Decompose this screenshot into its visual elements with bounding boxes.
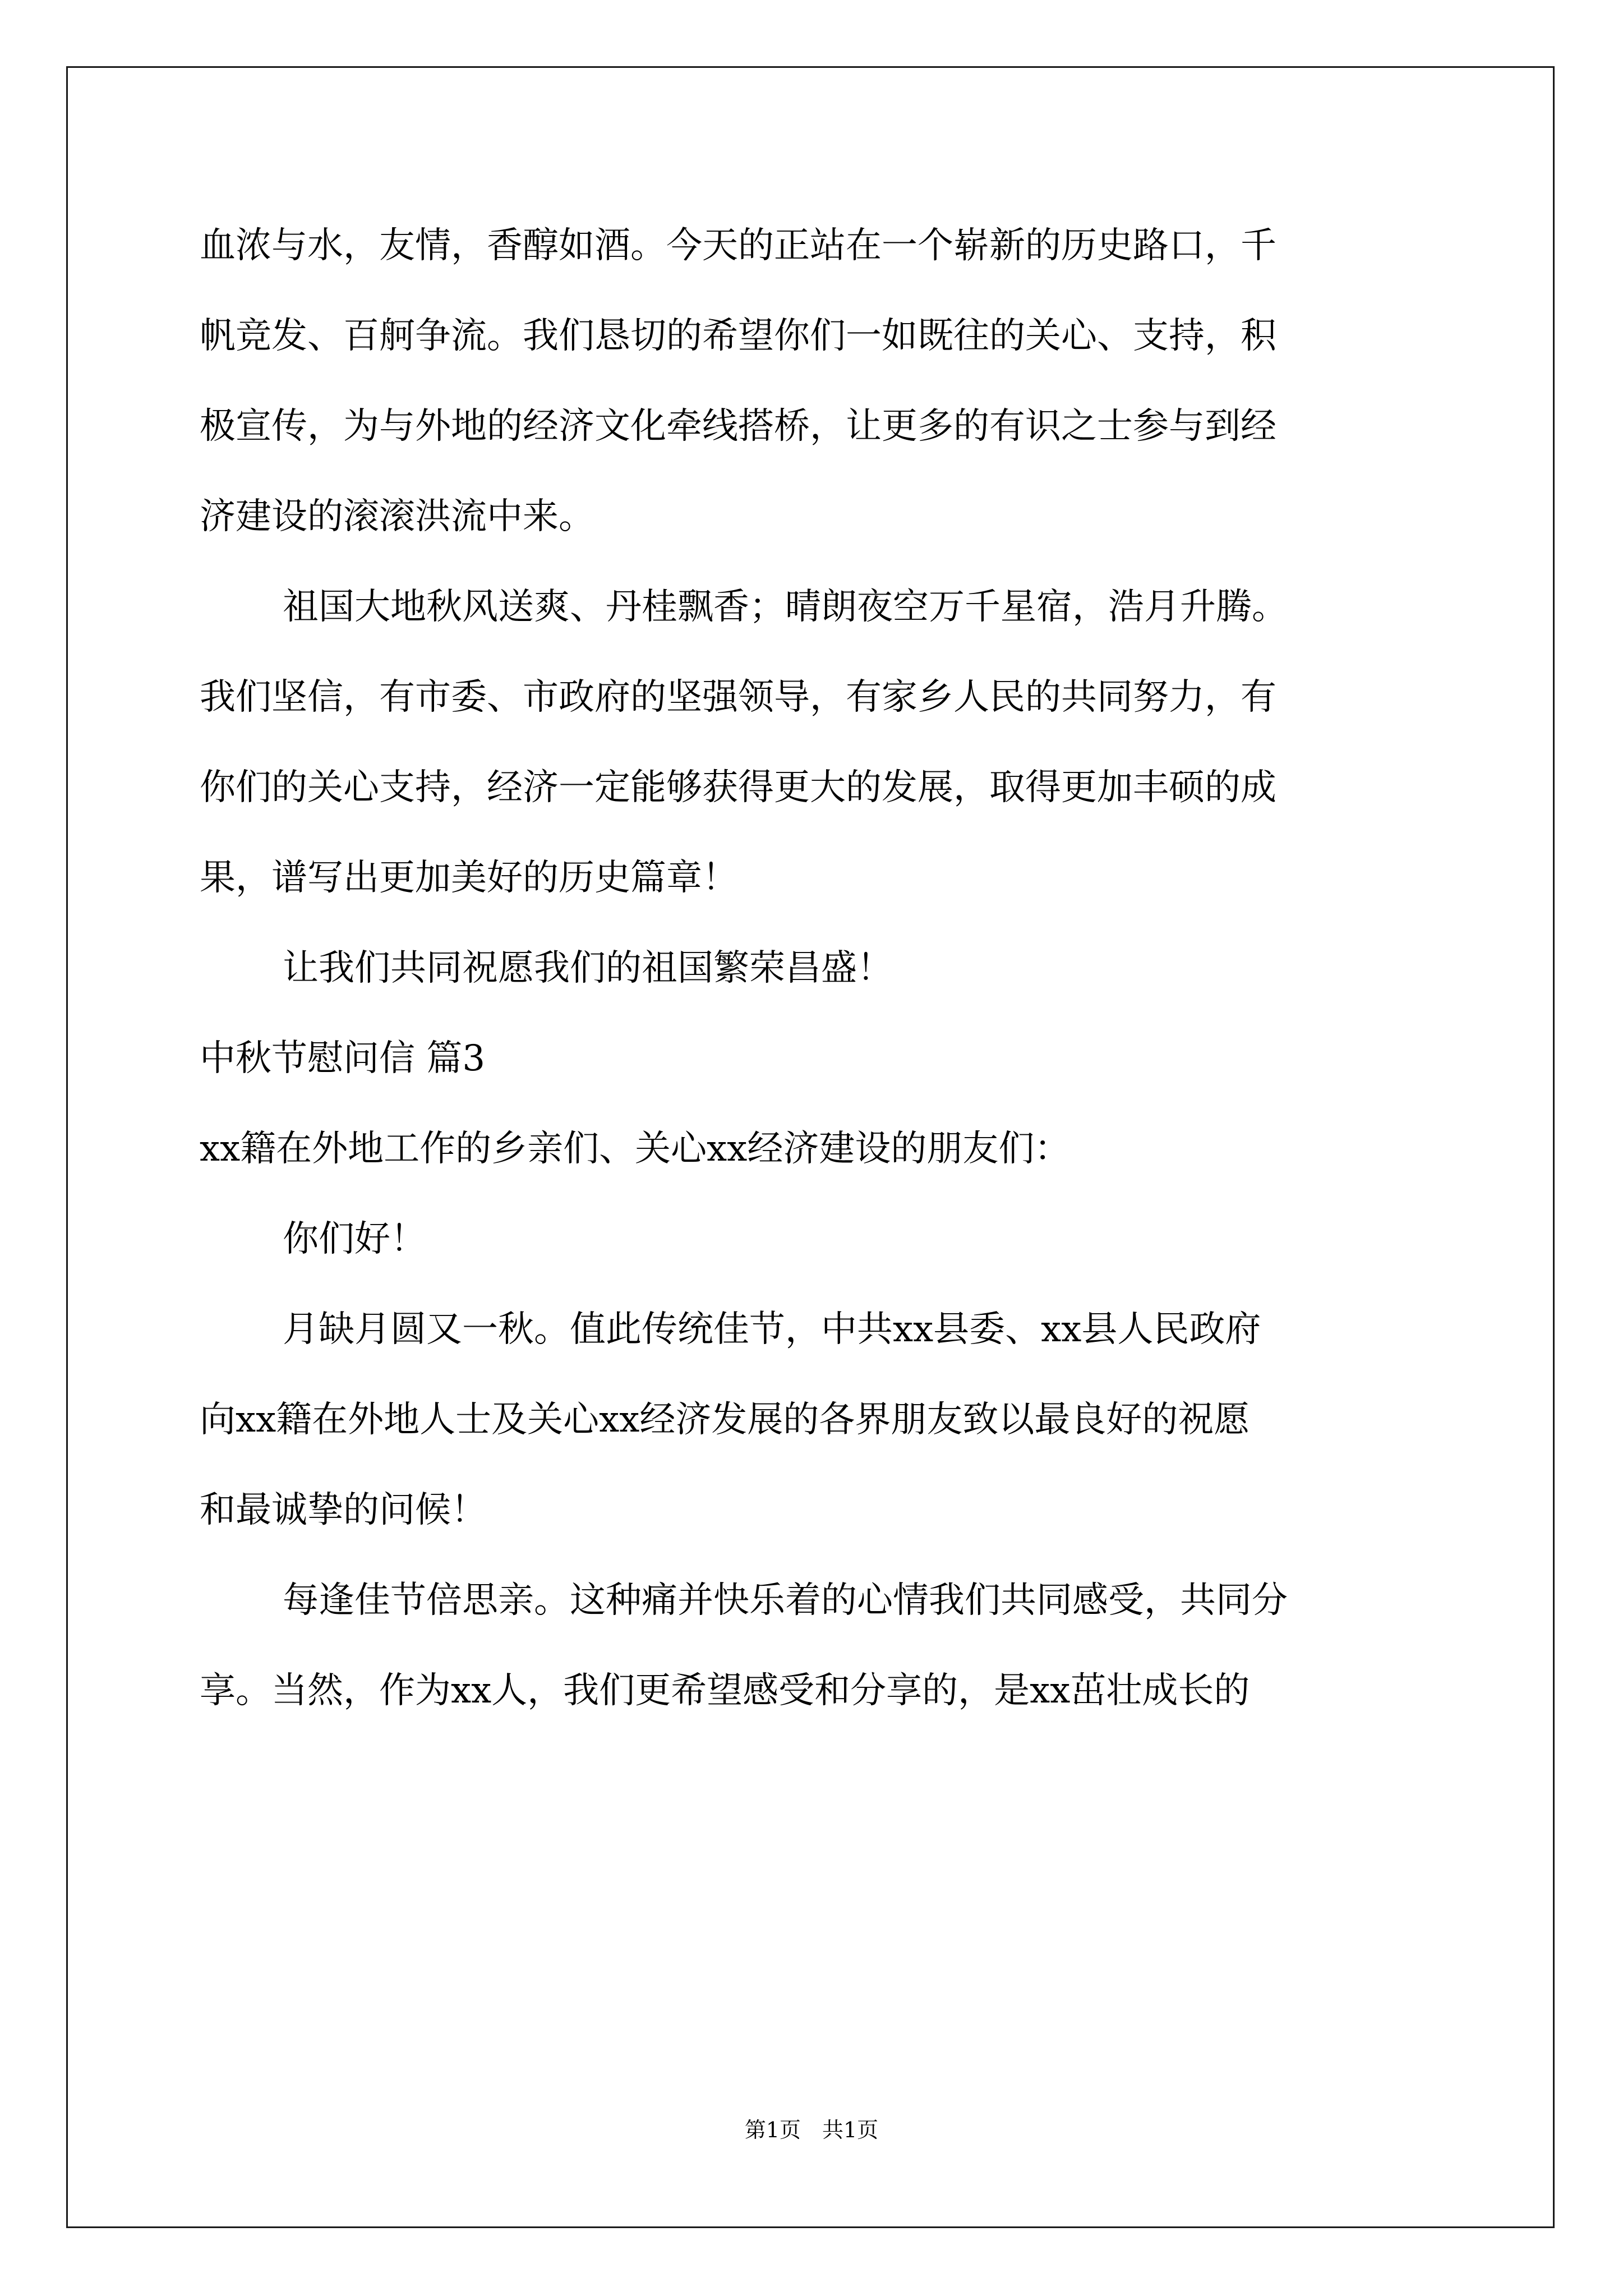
- text-line: 享。当然，作为xx人，我们更希望感受和分享的，是xx茁壮成长的: [200, 1670, 1250, 1711]
- text-line: 让我们共同祝愿我们的祖国繁荣昌盛！: [283, 947, 893, 989]
- text-line: 和最诚挚的问候！: [200, 1489, 487, 1531]
- text-line: 向xx籍在外地人士及关心xx经济发展的各界朋友致以最良好的祝愿: [200, 1399, 1250, 1441]
- text-line: 济建设的滚滚洪流中来。: [200, 496, 594, 537]
- salutation: xx籍在外地工作的乡亲们、关心xx经济建设的朋友们：: [200, 1128, 1071, 1170]
- section-heading: 中秋节慰问信 篇3: [200, 1038, 486, 1079]
- text-line: 月缺月圆又一秋。值此传统佳节，中共xx县委、xx县人民政府: [283, 1309, 1261, 1350]
- text-line: 血浓与水，友情，香醇如酒。今天的正站在一个崭新的历史路口，千: [200, 225, 1276, 266]
- greeting: 你们好！: [283, 1218, 426, 1260]
- text-line: 极宣传，为与外地的经济文化牵线搭桥，让更多的有识之士参与到经: [200, 406, 1276, 447]
- text-line: 你们的关心支持，经济一定能够获得更大的发展，取得更加丰硕的成: [200, 767, 1276, 808]
- text-line: 果，谱写出更加美好的历史篇章！: [200, 857, 738, 899]
- page-footer: 第1页 共1页: [744, 2118, 879, 2142]
- text-line: 祖国大地秋风送爽、丹桂飘香；晴朗夜空万千星宿，浩月升腾。: [283, 586, 1288, 628]
- text-line: 我们坚信，有市委、市政府的坚强领导，有家乡人民的共同努力，有: [200, 677, 1276, 718]
- text-line: 每逢佳节倍思亲。这种痛并快乐着的心情我们共同感受，共同分: [283, 1580, 1288, 1621]
- text-line: 帆竞发、百舸争流。我们恳切的希望你们一如既往的关心、支持，积: [200, 315, 1276, 357]
